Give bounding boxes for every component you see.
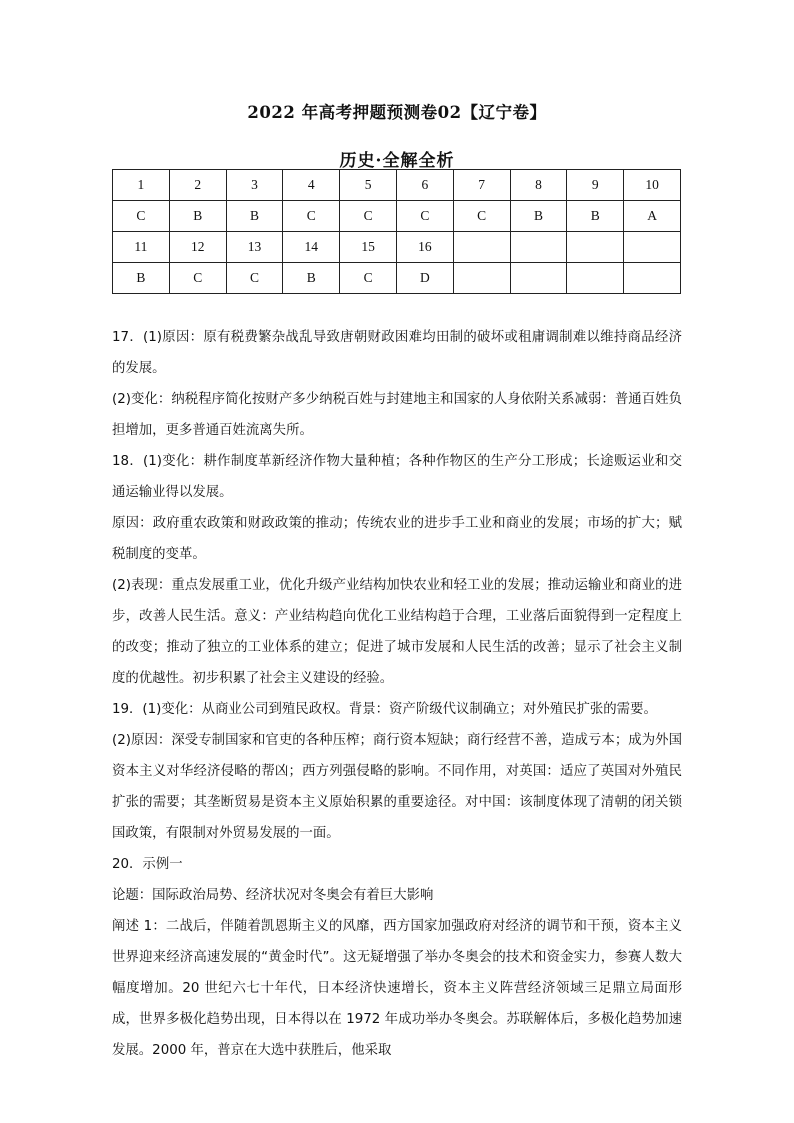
table-cell: 12: [169, 232, 226, 263]
answer-table: [112, 169, 681, 294]
paragraph: 19．(1)变化：从商业公司到殖民政权。背景：资产阶级代议制确立；对外殖民扩张的需要。: [112, 702, 657, 717]
table-cell: 8: [510, 170, 567, 201]
table-cell: [510, 263, 567, 294]
table-cell: 9: [567, 170, 624, 201]
paragraph: 17．(1)原因：原有税费繁杂战乱导致唐朝财政困难均田制的破坏或租庸调制难以维持商品经济的发展。: [112, 330, 682, 376]
paragraph: 原因：政府重农政策和财政政策的推动；传统农业的进步手工业和商业的发展；市场的扩大；赋税制度的变革。: [112, 516, 682, 562]
table-cell: C: [340, 263, 397, 294]
paragraph: 18．(1)变化：耕作制度革新经济作物大量种植；各种作物区的生产分工形成；长途贩运业和交通运输业得以发展。: [112, 454, 682, 500]
table-cell: 15: [340, 232, 397, 263]
answer-content: [112, 322, 682, 1066]
table-cell: A: [624, 201, 681, 232]
table-cell: C: [169, 263, 226, 294]
table-cell: 4: [283, 170, 340, 201]
table-cell: B: [226, 201, 283, 232]
table-cell: 11: [113, 232, 170, 263]
table-cell: B: [283, 263, 340, 294]
table-cell: B: [567, 201, 624, 232]
table-cell: [567, 263, 624, 294]
table-cell: [624, 232, 681, 263]
paragraph: (2)原因：深受专制国家和官吏的各种压榨；商行资本短缺；商行经营不善，造成亏本；成为外国资本主义对华经济侵略的帮凶；西方列强侵略的影响。不同作用，对英国：适应了英国对外殖民扩张的需要；其垄断贸易是资本主义原始积累的重要途径。对中国：该制度体现了清朝的闭关锁国政策，有限制对外贸易发展的一面。: [112, 733, 682, 841]
table-cell: [567, 232, 624, 263]
table-cell: 14: [283, 232, 340, 263]
table-cell: 7: [453, 170, 510, 201]
table-row: [113, 232, 681, 263]
table-row: [113, 263, 681, 294]
table-row: [113, 201, 681, 232]
table-cell: [624, 263, 681, 294]
table-cell: C: [113, 201, 170, 232]
table-cell: C: [226, 263, 283, 294]
document-title: 2022 年高考押题预测卷02【辽宁卷】: [247, 103, 547, 122]
paragraph: (2)变化：纳税程序简化按财产多少纳税百姓与封建地主和国家的人身依附关系减弱：普通百姓负担增加，更多普通百姓流离失所。: [112, 392, 682, 438]
table-cell: [510, 232, 567, 263]
table-cell: D: [396, 263, 453, 294]
document-subtitle: 历史·全解全析: [339, 151, 455, 171]
paragraph: 20．示例一: [112, 857, 183, 872]
table-cell: 10: [624, 170, 681, 201]
table-cell: 5: [340, 170, 397, 201]
table-cell: 6: [396, 170, 453, 201]
table-cell: 1: [113, 170, 170, 201]
table-cell: B: [169, 201, 226, 232]
table-cell: B: [113, 263, 170, 294]
table-cell: C: [283, 201, 340, 232]
table-cell: [453, 263, 510, 294]
table-cell: 13: [226, 232, 283, 263]
table-cell: 16: [396, 232, 453, 263]
table-cell: C: [340, 201, 397, 232]
table-row: [113, 170, 681, 201]
table-cell: 3: [226, 170, 283, 201]
paragraph: 阐述 1：二战后，伴随着凯恩斯主义的风靡，西方国家加强政府对经济的调节和干预，资本主义世界迎来经济高速发展的“黄金时代”。这无疑增强了举办冬奥会的技术和资金实力，参赛人数大幅度增加。20 世纪六七十年代，日本经济快速增长，资本主义阵营经济领域三足鼎立局面形成，世界多极化趋势出现，日本得以在 1972 年成功举办冬奥会。苏联解体后，多极化趋势加速发展。2000 年，普京在大选中获胜后，他采取: [112, 919, 682, 1058]
table-cell: [453, 232, 510, 263]
table-cell: B: [510, 201, 567, 232]
table-cell: 2: [169, 170, 226, 201]
table-cell: C: [453, 201, 510, 232]
table-cell: C: [396, 201, 453, 232]
paragraph: (2)表现：重点发展重工业，优化升级产业结构加快农业和轻工业的发展；推动运输业和商业的进步，改善人民生活。意义：产业结构趋向优化工业结构趋于合理，工业落后面貌得到一定程度上的改变；推动了独立的工业体系的建立；促进了城市发展和人民生活的改善；显示了社会主义制度的优越性。初步积累了社会主义建设的经验。: [112, 578, 682, 686]
paragraph: 论题：国际政治局势、经济状况对冬奥会有着巨大影响: [112, 888, 434, 903]
